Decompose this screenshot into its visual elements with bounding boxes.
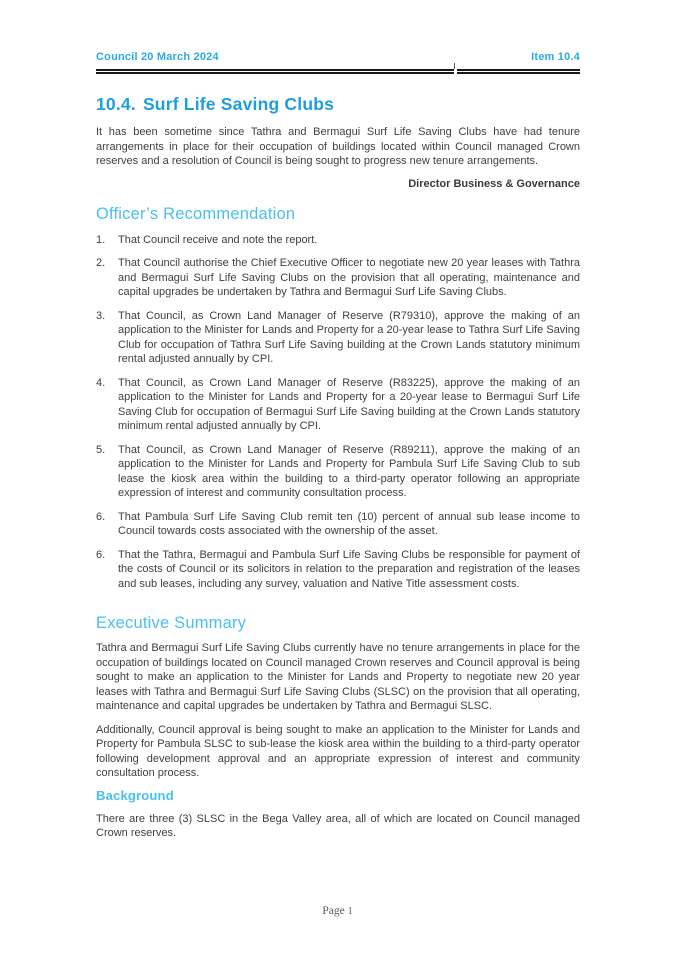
background-heading: Background <box>96 787 174 803</box>
page-title-text: Surf Life Saving Clubs <box>142 94 335 114</box>
executive-summary-paragraph: Additionally, Council approval is being sought to make an application to the Minister for Lands and Property for Pambula SLSC to sub-lease the kiosk area within the building to a third-party operator following development approval and an appropriate expression of interest and community consultation process. <box>96 723 580 779</box>
officer-recommendation-heading: Officer’s Recommendation <box>96 204 296 223</box>
list-item <box>96 548 580 592</box>
page-title <box>96 94 580 115</box>
header-item-number: Item 10.4 <box>531 51 580 63</box>
header-meeting-date: Council 20 March 2024 <box>96 51 219 63</box>
list-item-text: That Council authorise the Chief Executive Officer to negotiate new 20 year leases with Tathra and Bermagui Surf Life Saving Clubs on the provision that all operating, maintenance and capital upgrades be undertaken by Tathra and Bermagui Surf Life Saving Clubs. <box>118 257 580 298</box>
executive-summary-paragraph: Tathra and Bermagui Surf Life Saving Clubs currently have no tenure arrangements in place for the occupation of buildings located on Council managed Crown reserves and Council approval is being sought to make an application to the Minister for Lands and Property to negotiate new 20 year leases with Tathra and Bermagui Surf Life Saving Clubs (SLSC) on the provision that all operating, maintenance and capital upgrades be undertaken by Tathra and Bermagui SLSC. <box>96 642 580 712</box>
list-item-number: 4. <box>96 376 106 389</box>
header-divider-right-segment <box>457 69 580 74</box>
list-item-number: 1. <box>96 233 106 246</box>
header-divider <box>96 69 580 74</box>
director-byline: Director Business & Governance <box>408 177 580 190</box>
header-divider-left-segment <box>96 69 454 74</box>
list-item <box>96 510 580 539</box>
page-title-number: 10.4. <box>96 94 136 114</box>
list-item-text: That Council receive and note the report. <box>118 233 318 246</box>
list-item-number: 2. <box>96 257 106 269</box>
list-item <box>96 256 580 300</box>
intro-paragraph: It has been sometime since Tathra and Bermagui Surf Life Saving Clubs have had tenure arrangements in place for their occupation of buildings located within Council managed Crown reserves and a resolution of Council is being sought to progress new tenure arrangements. <box>96 126 580 167</box>
page-footer <box>0 905 675 917</box>
list-item <box>96 233 580 248</box>
list-item-text: That Council, as Crown Land Manager of Reserve (R89211), approve the making of an application to the Minister for Lands and Property for Pambula Surf Life Saving Club to sub lease the kiosk area within the building to a third-party operator following an appropriate expression of interest and community consultation process. <box>118 443 580 499</box>
background-paragraph: There are three (3) SLSC in the Bega Valley area, all of which are located on Council managed Crown reserves. <box>96 812 580 839</box>
page-footer-label: Page <box>322 905 345 917</box>
list-item-text: That the Tathra, Bermagui and Pambula Surf Life Saving Clubs be responsible for payment of the costs of Council or its solicitors in relation to the preparation and registration of the leases and sub leases, including any survey, valuation and Native Title assessment costs. <box>118 548 580 590</box>
list-item-number: 3. <box>96 309 106 322</box>
document-header <box>96 51 580 63</box>
list-item <box>96 443 580 501</box>
list-item-text: That Pambula Surf Life Saving Club remit ten (10) percent of annual sub lease income to Council towards costs associated with the ownership of the asset. <box>118 510 580 537</box>
recommendation-list <box>96 233 580 592</box>
list-item-number: 6. <box>96 548 106 561</box>
header-divider-tick <box>454 63 455 69</box>
list-item <box>96 376 580 434</box>
page-content <box>96 0 580 841</box>
list-item-number: 5. <box>96 443 106 456</box>
list-item-text: That Council, as Crown Land Manager of Reserve (R79310), approve the making of an application to the Minister for Lands and Property for a 20-year lease to Tathra Surf Life Saving Club for occupation of Tathra Surf Life Saving building at the Crown Lands statutory minimum rental adjusted annually by CPI. <box>118 309 580 365</box>
list-item-text: That Council, as Crown Land Manager of Reserve (R83225), approve the making of an application to the Minister for Lands and Property for a 20-year lease to Bermagui Surf Life Saving Club for occupation of Bermagui Surf Life Saving building at the Crown Lands statutory minimum rental adjusted annually by CPI. <box>118 376 580 432</box>
list-item-number: 6. <box>96 510 106 523</box>
executive-summary-heading: Executive Summary <box>96 614 247 632</box>
list-item <box>96 309 580 367</box>
page-footer-number: 1 <box>347 906 353 917</box>
